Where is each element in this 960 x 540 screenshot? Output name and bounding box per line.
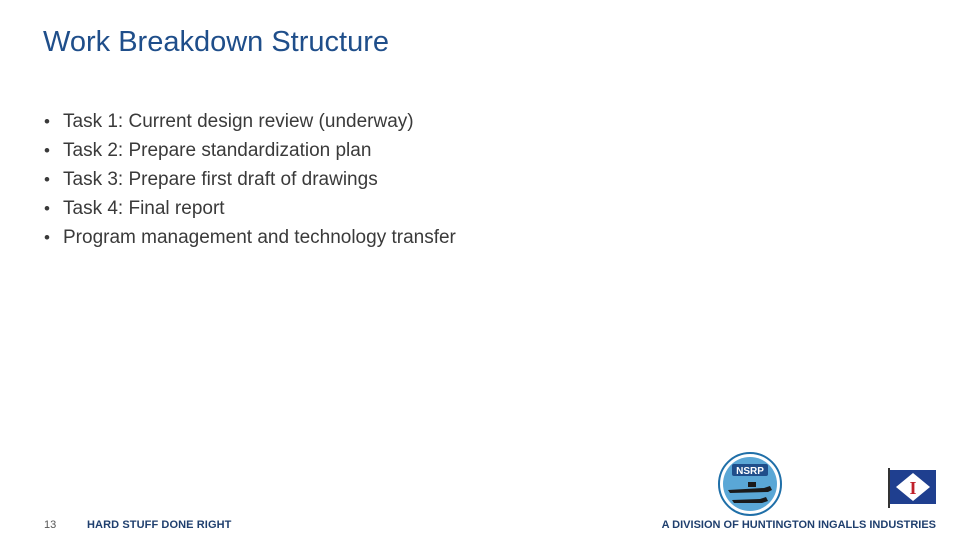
bullet-item xyxy=(44,194,456,223)
footer-tagline: HARD STUFF DONE RIGHT xyxy=(87,519,232,531)
bullet-item xyxy=(44,136,456,165)
bullet-dot: • xyxy=(44,112,50,131)
bullet-text: Task 3: Prepare first draft of drawings xyxy=(63,169,378,190)
bullet-item xyxy=(44,107,456,136)
page-number: 13 xyxy=(44,519,57,531)
bullet-text: Task 2: Prepare standardization plan xyxy=(63,140,372,161)
bullet-text: Program management and technology transfer xyxy=(63,227,456,248)
bullet-item xyxy=(44,165,456,194)
bullet-dot: • xyxy=(44,141,50,160)
bullet-text: Task 1: Current design review (underway) xyxy=(63,111,414,132)
hii-flag-logo xyxy=(888,468,936,508)
bullet-text: Task 4: Final report xyxy=(63,198,225,219)
nsrp-text: NSRP xyxy=(736,466,764,477)
bullet-dot: • xyxy=(44,170,50,189)
slide-title: Work Breakdown Structure xyxy=(43,26,389,58)
bullet-list xyxy=(44,107,456,252)
bullet-item xyxy=(44,223,456,252)
nsrp-logo xyxy=(718,452,782,516)
footer-division: A DIVISION OF HUNTINGTON INGALLS INDUSTRIES xyxy=(661,519,936,531)
bullet-dot: • xyxy=(44,228,50,247)
flag-letter: I xyxy=(909,478,917,498)
bullet-dot: • xyxy=(44,199,50,218)
